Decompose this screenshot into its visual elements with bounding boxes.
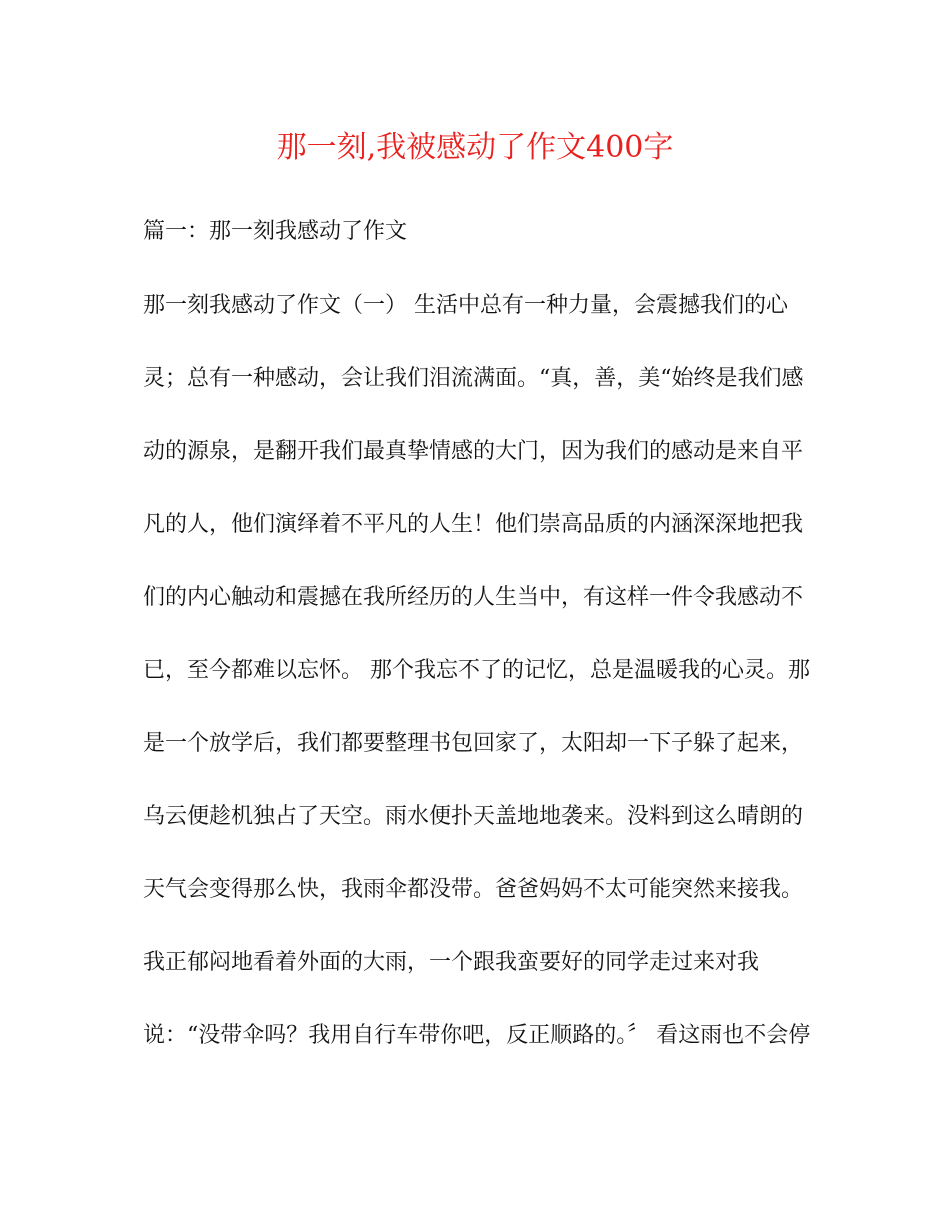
body-line: 那一刻我感动了作文（一） 生活中总有一种力量，会震撼我们的心 xyxy=(143,293,788,318)
section-heading: 篇一：那一刻我感动了作文 xyxy=(143,219,408,244)
body-line: 我正郁闷地看着外面的大雨，一个跟我蛮要好的同学走过来对我 xyxy=(143,950,760,975)
body-line: 灵；总有一种感动，会让我们泪流满面。“真，善，美“始终是我们感 xyxy=(143,366,804,391)
document-title: 那一刻,我被感动了作文400字 xyxy=(276,130,674,165)
body-line: 已，至今都难以忘怀。 那个我忘不了的记忆，总是温暖我的心灵。那 xyxy=(143,658,810,683)
body-line: 是一个放学后，我们都要整理书包回家了，太阳却一下子躲了起来， xyxy=(143,731,804,756)
body-line: 凡的人，他们演绎着不平凡的人生！他们崇高品质的内涵深深地把我 xyxy=(143,512,804,537)
body-line: 天气会变得那么快，我雨伞都没带。爸爸妈妈不太可能突然来接我。 xyxy=(143,877,804,902)
body-line: 动的源泉，是翻开我们最真挚情感的大门，因为我们的感动是来自平 xyxy=(143,439,804,464)
body-line: 说：“没带伞吗？我用自行车带你吧，反正顺路的。〞 看这雨也不会停 xyxy=(143,1023,811,1048)
body-line: 们的内心触动和震撼在我所经历的人生当中，有这样一件令我感动不 xyxy=(143,585,804,610)
body-line: 乌云便趁机独占了天空。雨水便扑天盖地地袭来。没料到这么晴朗的 xyxy=(143,804,804,829)
